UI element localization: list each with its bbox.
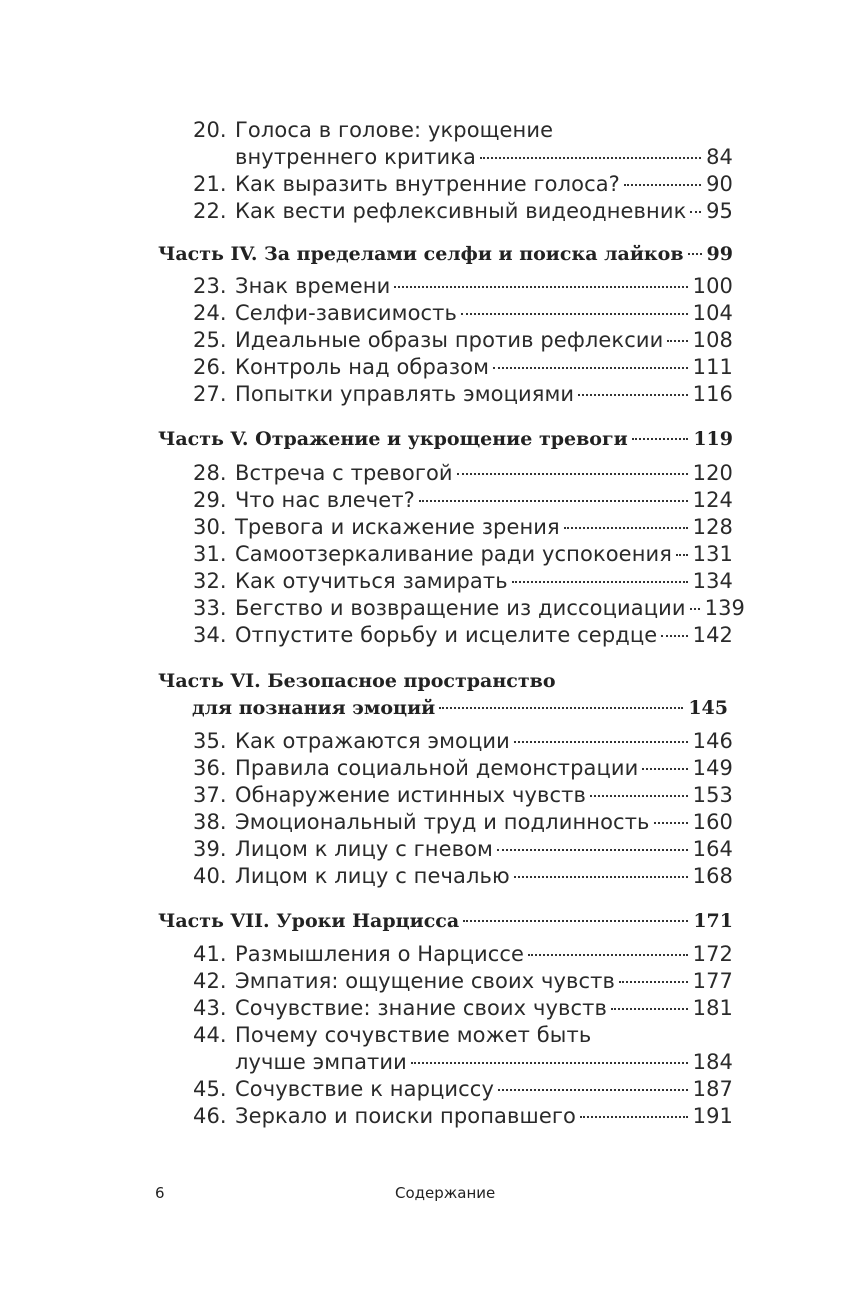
toc-part-heading-cont (192, 697, 728, 719)
entry-number: 20. (193, 118, 227, 142)
dot-leader (690, 211, 701, 213)
dot-leader (461, 313, 688, 315)
entry-number: 43. (193, 996, 227, 1020)
toc-entry (193, 837, 733, 861)
entry-number: 22. (193, 199, 227, 223)
entry-title: Сочувствие к нарциссу (235, 1077, 494, 1101)
toc-entry (193, 542, 733, 566)
entry-title: Зеркало и поиски пропавшего (235, 1104, 576, 1128)
entry-number: 36. (193, 756, 227, 780)
entry-number: 46. (193, 1104, 227, 1128)
entry-page-number: 146 (692, 729, 733, 753)
entry-number: 28. (193, 461, 227, 485)
entry-page-number: 171 (693, 910, 733, 932)
entry-page-number: 100 (692, 274, 733, 298)
entry-title: Самоотзеркаливание ради успокоения (235, 542, 673, 566)
dot-leader (611, 1008, 688, 1010)
toc-entry (193, 172, 733, 196)
toc-entry (193, 515, 733, 539)
entry-page-number: 120 (692, 461, 733, 485)
dot-leader (676, 554, 688, 556)
entry-page-number: 142 (692, 623, 733, 647)
toc-entry (193, 1104, 733, 1128)
entry-page-number: 95 (706, 199, 733, 223)
entry-title: Знак времени (235, 274, 391, 298)
dot-leader (394, 286, 687, 288)
dot-leader (642, 768, 687, 770)
entry-page-number: 168 (692, 864, 733, 888)
entry-page-number: 99 (706, 243, 733, 265)
entry-number: 29. (193, 488, 227, 512)
entry-number: 44. (193, 1023, 227, 1047)
toc-part-heading (158, 428, 733, 450)
toc-entry (193, 461, 733, 485)
entry-page-number: 177 (692, 969, 733, 993)
entry-number: 32. (193, 569, 227, 593)
dot-leader (439, 707, 683, 709)
entry-number: 23. (193, 274, 227, 298)
entry-title: Эмоциональный труд и подлинность (235, 810, 650, 834)
toc-entry (193, 145, 733, 169)
entry-number: 34. (193, 623, 227, 647)
dot-leader (498, 1089, 688, 1091)
dot-leader (661, 635, 687, 637)
entry-title: Что нас влечет? (235, 488, 415, 512)
toc-part-heading (158, 670, 733, 692)
entry-number: 40. (193, 864, 227, 888)
entry-title: Часть VI. Безопасное пространство (158, 670, 556, 692)
dot-leader (690, 608, 700, 610)
dot-leader (457, 473, 688, 475)
entry-title: для познания эмоций (192, 697, 436, 719)
entry-page-number: 164 (692, 837, 733, 861)
entry-page-number: 134 (692, 569, 733, 593)
entry-page-number: 128 (692, 515, 733, 539)
entry-number: 37. (193, 783, 227, 807)
toc-entry (193, 488, 733, 512)
entry-number: 41. (193, 942, 227, 966)
dot-leader (564, 527, 688, 529)
toc-entry (193, 1077, 733, 1101)
entry-page-number: 119 (693, 428, 733, 450)
entry-title: Часть VII. Уроки Нарцисса (158, 910, 460, 932)
dot-leader (528, 954, 688, 956)
toc-entry (193, 623, 733, 647)
entry-title: Сочувствие: знание своих чувств (235, 996, 607, 1020)
entry-page-number: 90 (706, 172, 733, 196)
toc-entry (193, 118, 733, 142)
toc-entry (193, 1050, 733, 1074)
dot-leader (624, 184, 701, 186)
toc-entry (193, 1023, 733, 1047)
entry-page-number: 191 (692, 1104, 733, 1128)
toc-entry (193, 756, 733, 780)
entry-title: Голоса в голове: укрощение (235, 118, 554, 142)
entry-page-number: 145 (688, 697, 728, 719)
entry-title: Контроль над образом (235, 355, 490, 379)
toc-part-heading (158, 243, 733, 265)
entry-title: Обнаружение истинных чувств (235, 783, 586, 807)
entry-number: 31. (193, 542, 227, 566)
toc-entry (193, 301, 733, 325)
dot-leader (632, 438, 689, 440)
dot-leader (411, 1062, 688, 1064)
entry-title: Идеальные образы против рефлексии (235, 328, 664, 352)
entry-title: Встреча с тревогой (235, 461, 453, 485)
entry-page-number: 181 (692, 996, 733, 1020)
dot-leader (514, 876, 688, 878)
entry-title: Бегство и возвращение из диссоциации (235, 596, 686, 620)
entry-title: внутреннего критика (235, 145, 476, 169)
page-number: 6 (155, 1184, 165, 1202)
entry-title: Часть V. Отражение и укрощение тревоги (158, 428, 628, 450)
toc-entry (193, 274, 733, 298)
toc-entry (193, 328, 733, 352)
entry-number: 38. (193, 810, 227, 834)
entry-title: Попытки управлять эмоциями (235, 382, 575, 406)
entry-page-number: 108 (692, 328, 733, 352)
entry-number: 25. (193, 328, 227, 352)
entry-title: лучше эмпатии (235, 1050, 407, 1074)
entry-title: Эмпатия: ощущение своих чувств (235, 969, 615, 993)
toc-entry (193, 355, 733, 379)
dot-leader (580, 1116, 688, 1118)
dot-leader (619, 981, 688, 983)
toc-entry (193, 942, 733, 966)
toc-entry (193, 864, 733, 888)
dot-leader (590, 795, 688, 797)
entry-title: Размышления о Нарциссе (235, 942, 525, 966)
entry-title: Лицом к лицу с печалью (235, 864, 510, 888)
toc-part-heading (158, 910, 733, 932)
entry-page-number: 116 (692, 382, 733, 406)
toc-entry (193, 729, 733, 753)
entry-page-number: 124 (692, 488, 733, 512)
entry-number: 45. (193, 1077, 227, 1101)
entry-number: 21. (193, 172, 227, 196)
entry-title: Как вести рефлексивный видеодневник (235, 199, 687, 223)
entry-page-number: 111 (692, 355, 733, 379)
dot-leader (480, 157, 701, 159)
entry-title: Почему сочувствие может быть (235, 1023, 592, 1047)
entry-title: Тревога и искажение зрения (235, 515, 560, 539)
dot-leader (497, 849, 688, 851)
entry-title: Правила социальной демонстрации (235, 756, 639, 780)
dot-leader (667, 340, 687, 342)
toc-entry (193, 199, 733, 223)
entry-title: Как отражаются эмоции (235, 729, 510, 753)
toc-entry (193, 382, 733, 406)
toc-entry (193, 969, 733, 993)
entry-number: 35. (193, 729, 227, 753)
entry-page-number: 104 (692, 301, 733, 325)
dot-leader (463, 920, 688, 922)
entry-number: 39. (193, 837, 227, 861)
entry-page-number: 187 (692, 1077, 733, 1101)
toc-entry (193, 996, 733, 1020)
dot-leader (419, 500, 688, 502)
toc-entry (193, 596, 745, 620)
entry-title: Как отучиться замирать (235, 569, 508, 593)
entry-number: 27. (193, 382, 227, 406)
dot-leader (578, 394, 687, 396)
entry-number: 30. (193, 515, 227, 539)
dot-leader (688, 253, 702, 255)
toc-entry (193, 783, 733, 807)
dot-leader (514, 741, 688, 743)
entry-title: Часть IV. За пределами селфи и поиска лайков (158, 243, 684, 265)
entry-page-number: 153 (692, 783, 733, 807)
entry-page-number: 172 (692, 942, 733, 966)
entry-page-number: 160 (692, 810, 733, 834)
entry-title: Как выразить внутренние голоса? (235, 172, 620, 196)
toc-entry (193, 569, 733, 593)
entry-number: 42. (193, 969, 227, 993)
entry-number: 24. (193, 301, 227, 325)
entry-number: 26. (193, 355, 227, 379)
entry-page-number: 149 (692, 756, 733, 780)
entry-page-number: 131 (692, 542, 733, 566)
dot-leader (493, 367, 688, 369)
entry-title: Селфи-зависимость (235, 301, 457, 325)
running-title: Содержание (395, 1184, 496, 1202)
entry-page-number: 139 (704, 596, 745, 620)
entry-title: Лицом к лицу с гневом (235, 837, 493, 861)
entry-page-number: 84 (706, 145, 733, 169)
dot-leader (654, 822, 688, 824)
entry-title: Отпустите борьбу и исцелите сердце (235, 623, 658, 647)
dot-leader (512, 581, 688, 583)
entry-page-number: 184 (692, 1050, 733, 1074)
entry-number: 33. (193, 596, 227, 620)
toc-entry (193, 810, 733, 834)
